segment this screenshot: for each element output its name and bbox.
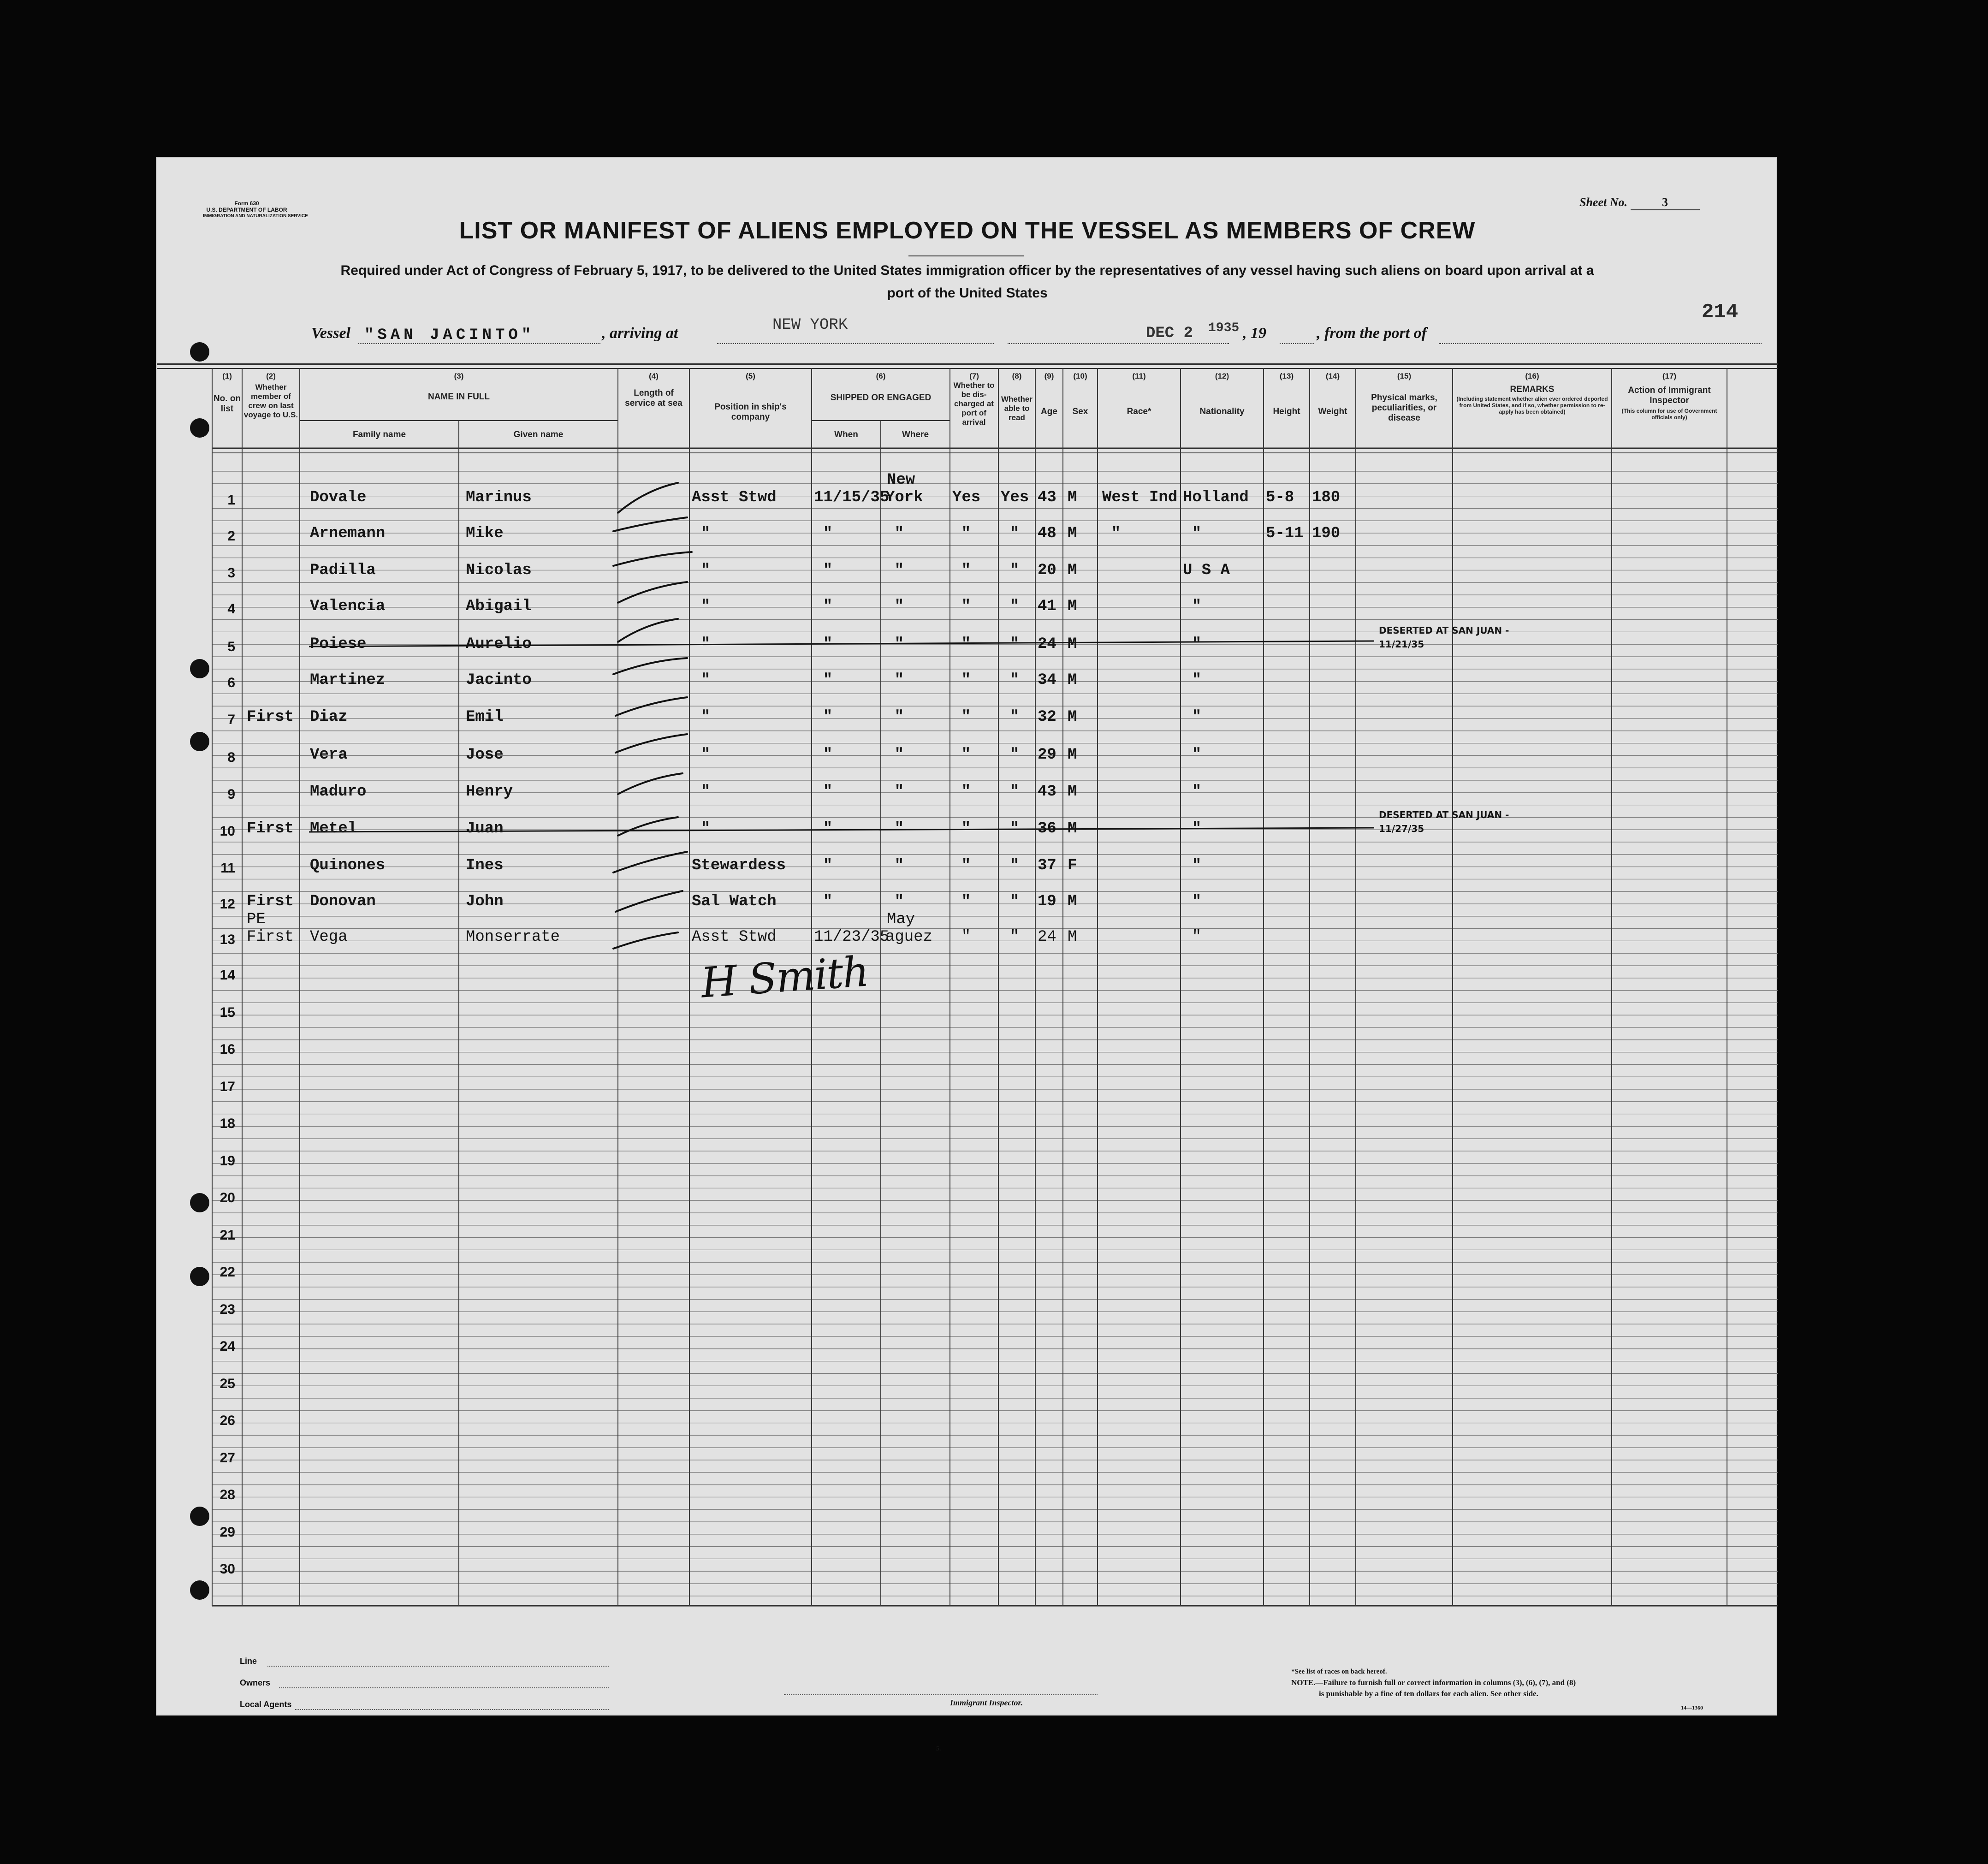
header-shipped: SHIPPED OR ENGAGED	[830, 393, 932, 403]
row-number: 13	[220, 932, 235, 947]
manifest-sheet	[156, 157, 1777, 1752]
age-cell: 34	[1038, 671, 1056, 689]
arriving-port: NEW YORK	[772, 316, 848, 334]
family-name-cell: Valencia	[310, 598, 386, 615]
sheet-value: 3	[1631, 196, 1700, 210]
when-cell: "	[823, 857, 833, 874]
signature: H Smith	[699, 947, 870, 1008]
member-cell: First	[247, 928, 294, 946]
when-cell: "	[823, 671, 833, 689]
family-name-cell: Vega	[310, 928, 348, 946]
given-name-cell: Jacinto	[466, 671, 532, 689]
where-cell: "	[894, 562, 904, 579]
sex-cell: M	[1068, 893, 1077, 910]
desertion-note-row-5: DESERTED AT SAN JUAN - 11/21/35	[1379, 625, 1509, 650]
where-cell: "	[894, 746, 904, 764]
given-name-cell: Marinus	[466, 489, 532, 506]
header-race: Race*	[1127, 407, 1151, 416]
sex-cell: M	[1068, 708, 1077, 726]
row-number: 2	[227, 528, 235, 544]
family-name-cell: Quinones	[310, 857, 386, 874]
header-family-name: Family name	[352, 430, 406, 439]
row-number: 21	[220, 1227, 235, 1243]
row-number: 23	[220, 1301, 235, 1317]
col-num: (11)	[1132, 372, 1146, 380]
row-number: 22	[220, 1264, 235, 1280]
age-cell: 36	[1038, 820, 1056, 837]
where-cell: "	[894, 783, 904, 801]
inspector-underline	[784, 1694, 1098, 1695]
when-cell: "	[823, 598, 833, 615]
header-given-name: Given name	[513, 430, 564, 439]
discharged-cell: "	[961, 598, 971, 615]
sex-cell: M	[1068, 783, 1077, 801]
header-nationality: Nationality	[1199, 407, 1245, 416]
col-num: (4)	[649, 372, 659, 380]
able-read-cell: "	[1009, 671, 1020, 689]
header-height: Height	[1273, 407, 1300, 416]
age-cell: 29	[1038, 746, 1056, 764]
col-num: (10)	[1073, 372, 1087, 380]
when-cell: "	[823, 708, 833, 726]
age-cell: 48	[1038, 525, 1056, 542]
where-cell: "	[894, 635, 904, 653]
nationality-cell: "	[1192, 857, 1202, 874]
given-name-cell: John	[466, 893, 504, 910]
family-name-cell: Diaz	[310, 708, 348, 726]
position-cell: "	[700, 671, 711, 689]
position-cell: "	[700, 746, 711, 764]
form-number: Form 630	[234, 200, 259, 207]
row-number: 26	[220, 1413, 235, 1428]
member-cell: First	[247, 820, 294, 837]
row-number: 12	[220, 896, 235, 912]
family-name-cell: Vera	[310, 746, 348, 764]
desertion-note-row-10: DESERTED AT SAN JUAN - 11/27/35	[1379, 809, 1509, 834]
row-number: 3	[227, 565, 235, 581]
row-number: 10	[220, 824, 235, 839]
height-cell: 5-8	[1266, 489, 1294, 506]
discharged-cell: Yes	[952, 489, 981, 506]
nationality-cell: "	[1192, 525, 1202, 542]
family-name-cell: Martinez	[310, 671, 386, 689]
row-number: 25	[220, 1376, 235, 1391]
where-cell: aguez	[885, 928, 933, 946]
when-cell: 11/15/35	[814, 489, 890, 506]
family-name-cell: Metel	[310, 820, 357, 837]
header-position: Position in ship's company	[714, 402, 787, 422]
sex-cell: M	[1068, 820, 1077, 837]
row-number: 20	[220, 1190, 235, 1205]
col-num: (17)	[1662, 372, 1677, 380]
inspector-label: Immigrant Inspector.	[950, 1698, 1023, 1707]
row-number: 9	[227, 787, 235, 802]
header-remarks: REMARKS	[1510, 385, 1555, 394]
nationality-cell: "	[1192, 708, 1202, 726]
position-cell: "	[700, 708, 711, 726]
position-cell: "	[700, 820, 711, 837]
col-num: (2)	[266, 372, 276, 380]
header-able-read: Whether able to read	[1001, 395, 1033, 422]
nationality-cell: U S A	[1183, 562, 1230, 579]
when-cell: "	[823, 635, 833, 653]
sex-cell: M	[1068, 671, 1077, 689]
discharged-cell: "	[961, 820, 971, 837]
position-cell: "	[700, 783, 711, 801]
race-cell: "	[1111, 525, 1121, 542]
header-where: Where	[902, 430, 929, 439]
position-cell: Asst Stwd	[692, 928, 777, 946]
sex-cell: M	[1068, 525, 1077, 542]
col-num: (13)	[1279, 372, 1294, 380]
nationality-cell: "	[1192, 783, 1202, 801]
nationality-cell: "	[1192, 820, 1202, 837]
department-name: U.S. DEPARTMENT OF LABOR	[206, 207, 287, 213]
row-number: 19	[220, 1153, 235, 1169]
age-cell: 24	[1038, 928, 1056, 946]
note-line2: is punishable by a fine of ten dollars for each alien. See other side.	[1319, 1689, 1538, 1698]
sex-cell: M	[1068, 598, 1077, 615]
footer-agents-label: Local Agents	[240, 1700, 292, 1709]
family-name-cell: Arnemann	[310, 525, 386, 542]
age-cell: 43	[1038, 783, 1056, 801]
position-cell: Sal Watch	[692, 893, 777, 910]
discharged-cell: "	[961, 562, 971, 579]
header-name-in-full: NAME IN FULL	[427, 392, 490, 402]
where-cell: "	[894, 857, 904, 874]
family-name-cell: Poiese	[310, 635, 367, 653]
given-name-cell: Ines	[466, 857, 504, 874]
family-name-cell: Donovan	[310, 893, 376, 910]
header-no-on-list: No. on list	[213, 394, 241, 414]
given-name-cell: Abigail	[466, 598, 532, 615]
header-length-service: Length of service at sea	[625, 388, 682, 408]
row-number: 28	[220, 1487, 235, 1502]
col-num: (9)	[1044, 372, 1054, 380]
age-cell: 41	[1038, 598, 1056, 615]
service-name: IMMIGRATION AND NATURALIZATION SERVICE	[203, 214, 308, 219]
subtitle-line1: Required under Act of Congress of February 5, 1917, to be delivered to the United States immigration officer by the representatives of any vessel having such aliens on board upon arrival at a	[340, 263, 1594, 278]
discharged-cell: "	[961, 857, 971, 874]
row-number: 14	[220, 968, 235, 983]
nationality-cell: "	[1192, 671, 1202, 689]
where-cell: "	[894, 598, 904, 615]
footer-agents-underline	[295, 1709, 609, 1710]
age-cell: 43	[1038, 489, 1056, 506]
where-cell: "	[894, 820, 904, 837]
nationality-cell: "	[1192, 746, 1202, 764]
header-discharged: Whether to be dis-charged at port of arrival	[953, 381, 995, 427]
row-number: 5	[227, 639, 235, 654]
position-cell: Asst Stwd	[692, 489, 777, 506]
row-number: 4	[227, 601, 235, 617]
able-read-cell: "	[1009, 783, 1020, 801]
arriving-label: , arriving at	[602, 325, 678, 342]
given-name-cell: Juan	[466, 820, 504, 837]
col-num: (6)	[876, 372, 886, 380]
able-read-cell: "	[1009, 857, 1020, 874]
discharged-cell: "	[961, 708, 971, 726]
when-cell: "	[823, 783, 833, 801]
when-cell: "	[823, 746, 833, 764]
able-read-cell: "	[1009, 562, 1020, 579]
family-name-cell: Maduro	[310, 783, 367, 801]
length-service-scribbles	[157, 158, 1778, 1716]
where-cell-top: New	[887, 471, 915, 489]
note-line1: NOTE.—Failure to furnish full or correct information in columns (3), (6), (7), and (8)	[1291, 1678, 1576, 1687]
where-cell-top: May	[887, 911, 915, 928]
nationality-cell: "	[1192, 893, 1202, 910]
height-cell: 5-11	[1266, 525, 1304, 542]
row-number: 1	[227, 493, 235, 508]
form-code: 14—1360	[1681, 1704, 1703, 1711]
row-number: 16	[220, 1042, 235, 1057]
row-number: 17	[220, 1079, 235, 1094]
nationality-cell: "	[1192, 598, 1202, 615]
family-name-cell: Padilla	[310, 562, 376, 579]
col-num: (3)	[454, 372, 464, 380]
where-cell: "	[894, 708, 904, 726]
position-cell: "	[700, 635, 711, 653]
sex-cell: M	[1068, 928, 1077, 946]
col-num: (7)	[969, 372, 979, 380]
col-num: (1)	[222, 372, 232, 380]
col-num: (15)	[1397, 372, 1412, 380]
discharged-cell: "	[961, 783, 971, 801]
able-read-cell: "	[1009, 635, 1020, 653]
age-cell: 37	[1038, 857, 1056, 874]
where-cell: "	[894, 893, 904, 910]
when-cell: "	[823, 525, 833, 542]
page-mark: 5.	[936, 1745, 941, 1752]
sheet-label: Sheet No.	[1579, 196, 1627, 209]
given-name-cell: Monserrate	[466, 928, 560, 946]
row-number: 29	[220, 1524, 235, 1540]
able-read-cell: Yes	[1001, 489, 1029, 506]
when-cell: "	[823, 562, 833, 579]
vessel-label: Vessel	[311, 325, 350, 342]
header-weight: Weight	[1318, 407, 1347, 416]
row-number: 6	[227, 675, 235, 690]
able-read-cell: "	[1009, 598, 1020, 615]
able-read-cell: "	[1009, 893, 1020, 910]
header-when: When	[834, 430, 858, 439]
col-num: (12)	[1215, 372, 1229, 380]
col-num: (16)	[1525, 372, 1539, 380]
discharged-cell: "	[961, 893, 971, 910]
nationality-cell: Holland	[1183, 489, 1249, 506]
age-cell: 32	[1038, 708, 1056, 726]
sex-cell: M	[1068, 635, 1077, 653]
given-name-cell: Mike	[466, 525, 504, 542]
position-cell: "	[700, 598, 711, 615]
col-num: (5)	[746, 372, 755, 380]
row-number: 15	[220, 1004, 235, 1020]
member-cell-top: PE	[247, 911, 266, 928]
given-name-cell: Jose	[466, 746, 504, 764]
sex-cell: F	[1068, 857, 1077, 874]
position-cell: "	[700, 562, 711, 579]
age-cell: 24	[1038, 635, 1056, 653]
header-remarks-sub: (Including statement whether alien ever ordered deported from United States, and if so, whether permission to re-apply has been obtained)	[1456, 396, 1608, 415]
page-number: 214	[1702, 301, 1739, 324]
given-name-cell: Henry	[466, 783, 513, 801]
able-read-cell: "	[1009, 820, 1020, 837]
header-action: Action of Immigrant Inspector	[1628, 386, 1711, 405]
row-number: 24	[220, 1339, 235, 1354]
age-cell: 20	[1038, 562, 1056, 579]
discharged-cell: "	[961, 671, 971, 689]
header-sex: Sex	[1072, 407, 1088, 416]
from-label: , from the port of	[1317, 325, 1427, 342]
row-number: 11	[220, 861, 235, 876]
member-cell: First	[247, 893, 294, 910]
race-cell: West Ind	[1102, 489, 1178, 506]
page-title: LIST OR MANIFEST OF ALIENS EMPLOYED ON THE VESSEL AS MEMBERS OF CREW	[459, 217, 1476, 244]
date-stamp: DEC 2	[1146, 325, 1193, 342]
header-action-sub: (This column for use of Government officials only)	[1621, 408, 1717, 421]
header-physical: Physical marks, peculiarities, or disease	[1371, 393, 1437, 423]
able-read-cell: "	[1009, 928, 1020, 946]
subtitle-line2: port of the United States	[887, 285, 1048, 301]
when-cell: 11/23/35	[814, 928, 890, 946]
when-cell: "	[823, 820, 833, 837]
discharged-cell: "	[961, 746, 971, 764]
given-name-cell: Aurelio	[466, 635, 532, 653]
weight-cell: 180	[1312, 489, 1341, 506]
sex-cell: M	[1068, 746, 1077, 764]
sex-cell: M	[1068, 562, 1077, 579]
where-cell: York	[885, 489, 923, 506]
col-num: (14)	[1325, 372, 1340, 380]
row-number: 8	[227, 750, 235, 765]
vessel-name: "SAN JACINTO"	[364, 326, 535, 344]
year-label: , 19	[1243, 325, 1266, 342]
member-cell: First	[247, 708, 294, 726]
sex-cell: M	[1068, 489, 1077, 506]
discharged-cell: "	[961, 525, 971, 542]
position-cell: Stewardess	[692, 857, 786, 874]
given-name-cell: Nicolas	[466, 562, 532, 579]
col-num: (8)	[1012, 372, 1022, 380]
header-age: Age	[1041, 407, 1057, 416]
year-stamp: 1935	[1208, 321, 1240, 335]
age-cell: 19	[1038, 893, 1056, 910]
footer-owners-label: Owners	[240, 1678, 271, 1687]
weight-cell: 190	[1312, 525, 1341, 542]
footer-line-label: Line	[240, 1656, 257, 1666]
family-name-cell: Dovale	[310, 489, 367, 506]
nationality-cell: "	[1192, 635, 1202, 653]
where-cell: "	[894, 525, 904, 542]
footer-line-underline	[267, 1666, 609, 1667]
when-cell: "	[823, 893, 833, 910]
discharged-cell: "	[961, 928, 971, 946]
row-number: 18	[220, 1116, 235, 1131]
row-number: 27	[220, 1450, 235, 1466]
able-read-cell: "	[1009, 525, 1020, 542]
given-name-cell: Emil	[466, 708, 504, 726]
discharged-cell: "	[961, 635, 971, 653]
position-cell: "	[700, 525, 711, 542]
able-read-cell: "	[1009, 746, 1020, 764]
row-number: 7	[227, 712, 235, 727]
footer-owners-underline	[279, 1687, 609, 1688]
races-note: *See list of races on back hereof.	[1291, 1668, 1387, 1675]
nationality-cell: "	[1192, 928, 1202, 946]
row-number: 30	[220, 1561, 235, 1577]
header-whether-member: Whether member of crew on last voyage to U.S.	[243, 383, 298, 419]
where-cell: "	[894, 671, 904, 689]
able-read-cell: "	[1009, 708, 1020, 726]
